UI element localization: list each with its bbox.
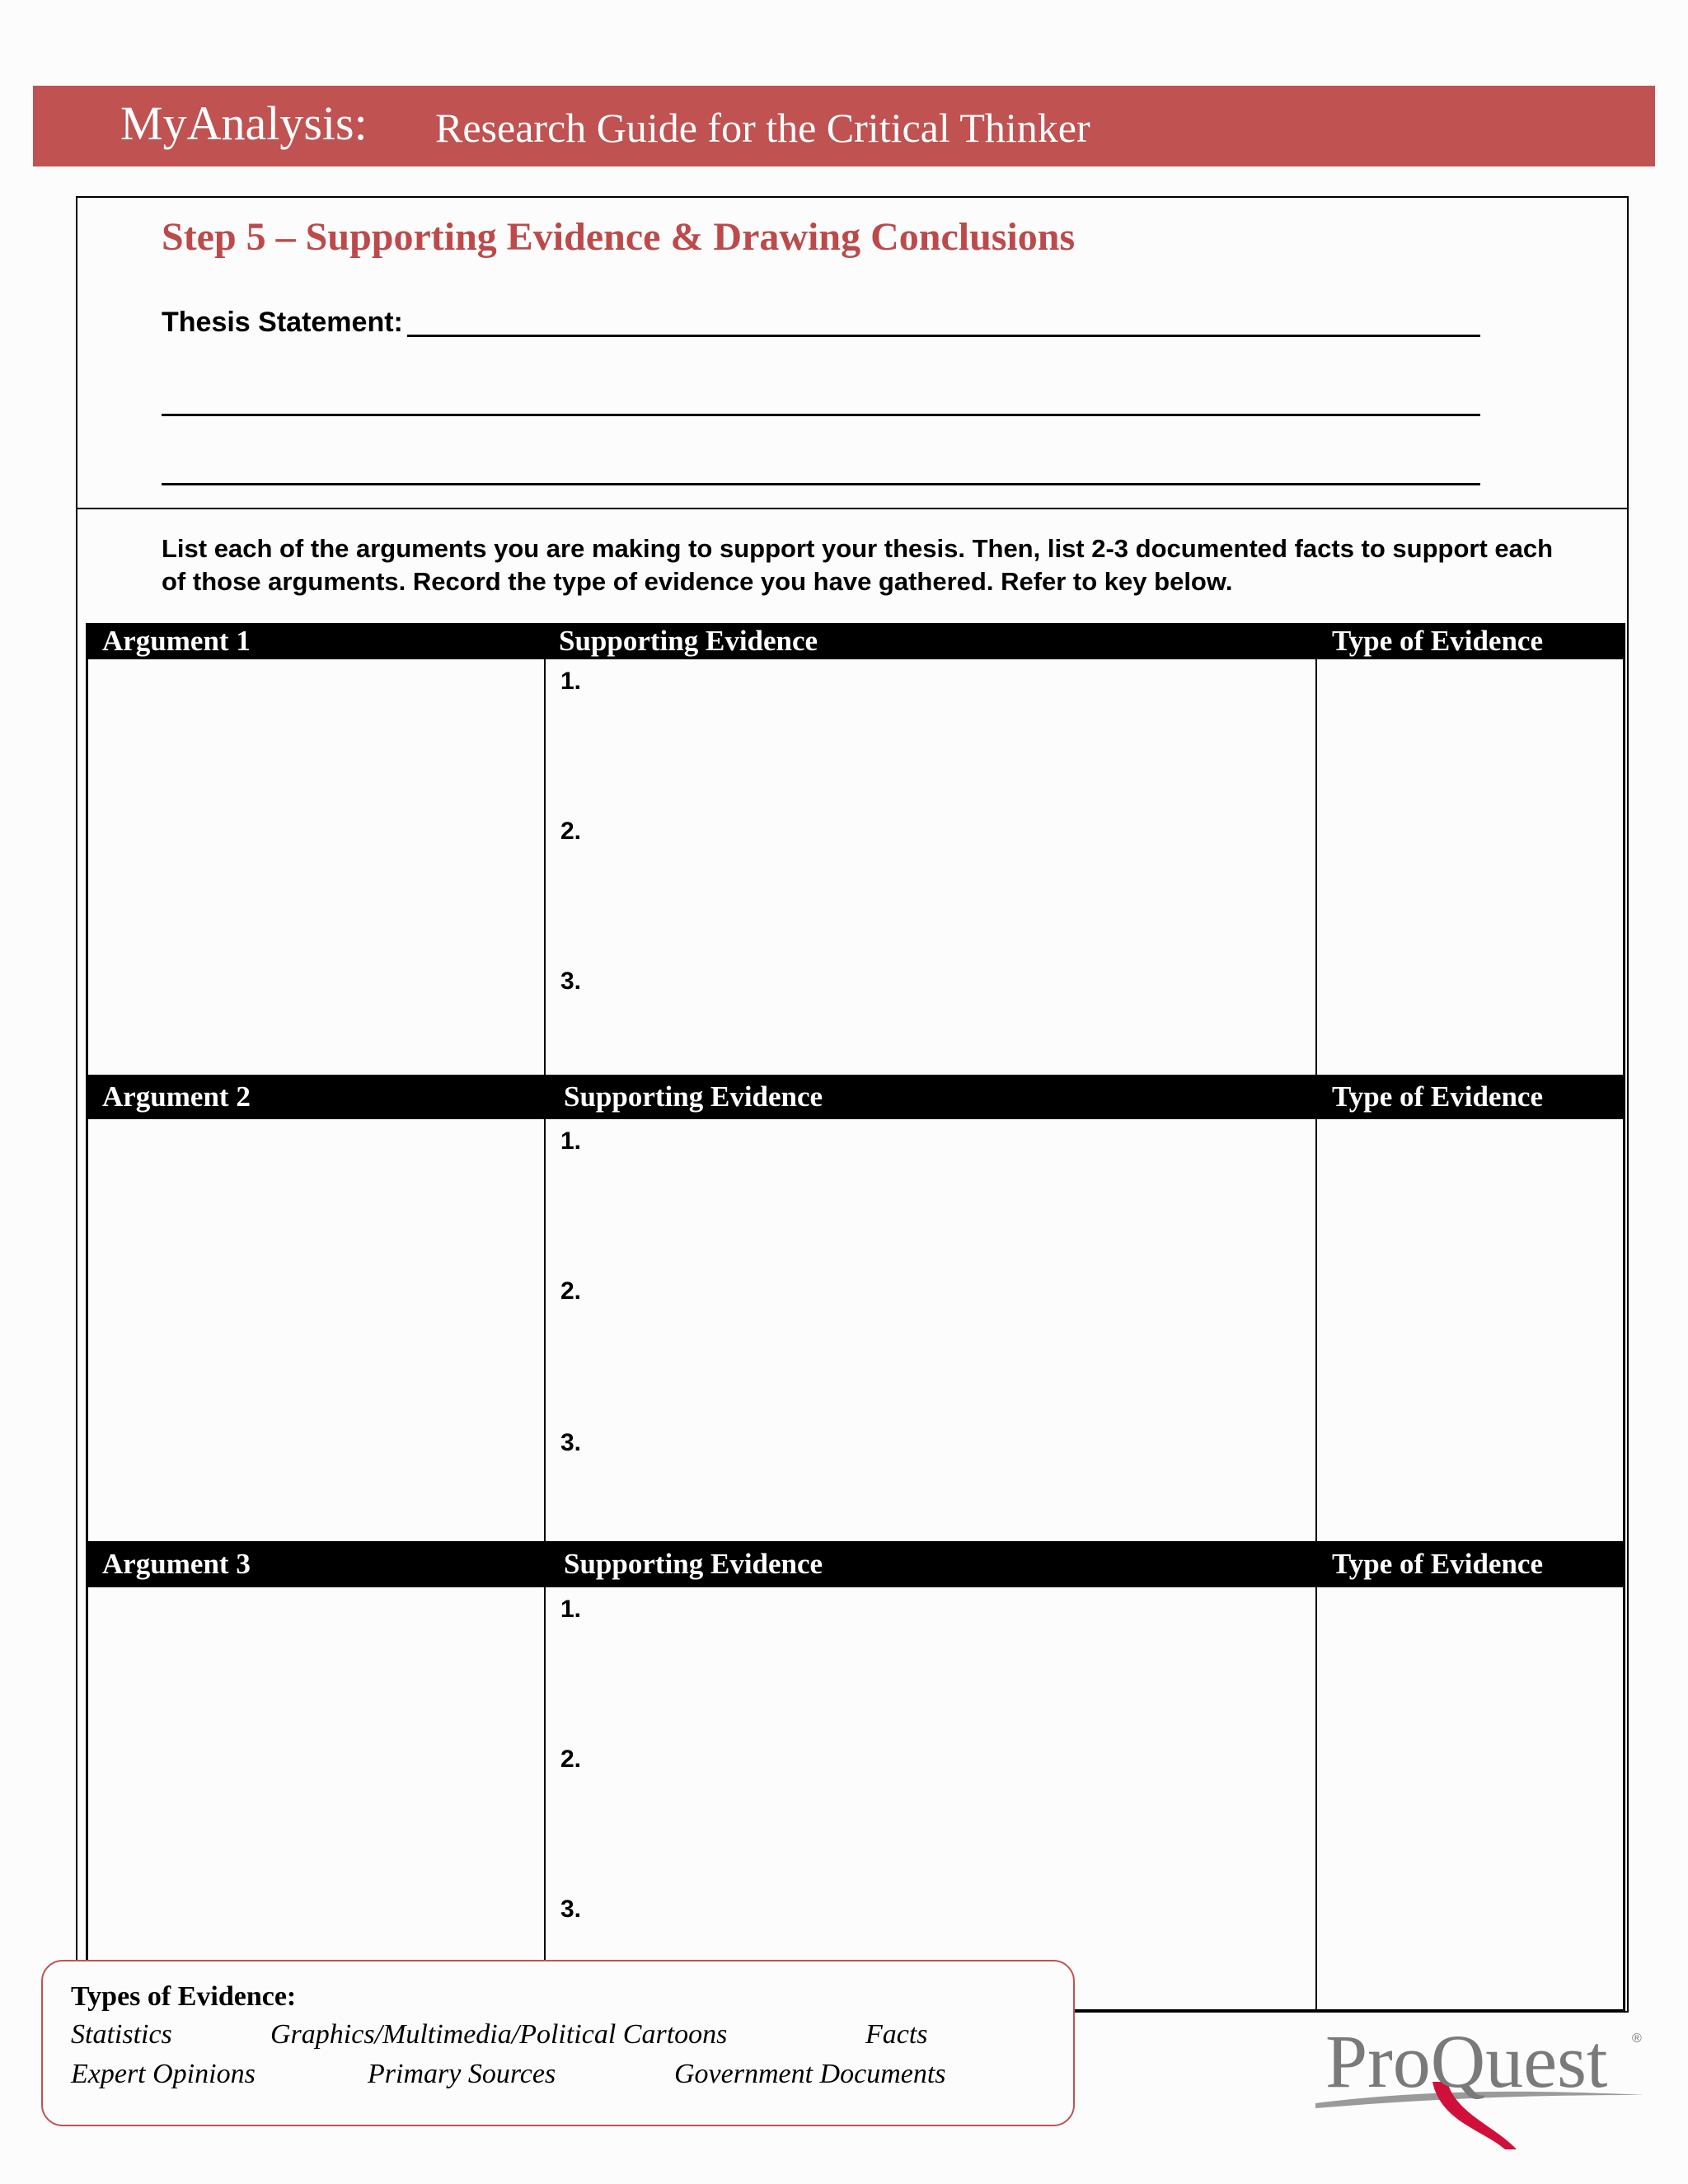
evidence-item-number: 2.: [560, 1277, 582, 1305]
argument-3-header: [86, 1541, 1625, 1587]
type-of-evidence-label: Type of Evidence: [1332, 625, 1544, 657]
section-divider: [76, 508, 1629, 509]
step-title: Step 5 – Supporting Evidence & Drawing Conclusions: [162, 215, 1076, 259]
evidence-3-cell[interactable]: [546, 1587, 1315, 2011]
brand-name: MyAnalysis:: [120, 96, 368, 150]
supporting-evidence-label: Supporting Evidence: [564, 1548, 823, 1580]
type-1-cell[interactable]: [1315, 659, 1625, 1075]
key-title: Types of Evidence:: [71, 1981, 297, 2012]
key-item: Facts: [865, 2019, 928, 2050]
argument-2-cell[interactable]: [86, 1119, 546, 1541]
thesis-label: Thesis Statement:: [162, 307, 403, 338]
evidence-item-number: 2.: [560, 1746, 582, 1773]
evidence-2-cell[interactable]: [546, 1119, 1315, 1541]
key-item: Graphics/Multimedia/Political Cartoons: [270, 2019, 728, 2050]
argument-label: Argument 1: [102, 625, 251, 657]
argument-1-cell[interactable]: [86, 659, 546, 1075]
key-item: Expert Opinions: [71, 2059, 256, 2089]
argument-1-header: [86, 623, 1625, 659]
evidence-1-cell[interactable]: [546, 659, 1315, 1075]
thesis-line-1[interactable]: [407, 335, 1480, 337]
header-banner: [33, 86, 1655, 166]
thesis-line-2[interactable]: [162, 414, 1480, 416]
evidence-item-number: 2.: [560, 818, 582, 845]
evidence-item-number: 3.: [560, 1429, 582, 1456]
thesis-line-3[interactable]: [162, 483, 1480, 485]
argument-3-cell[interactable]: [86, 1587, 546, 2011]
evidence-key-box: [41, 1960, 1075, 2126]
type-3-cell[interactable]: [1315, 1587, 1625, 2011]
key-item: Primary Sources: [368, 2059, 556, 2089]
logo-wordmark: ProQuest: [1325, 2019, 1608, 2103]
type-2-cell[interactable]: [1315, 1119, 1625, 1541]
evidence-item-number: 1.: [560, 1127, 582, 1155]
argument-label: Argument 2: [102, 1080, 251, 1113]
supporting-evidence-label: Supporting Evidence: [564, 1080, 823, 1113]
supporting-evidence-label: Supporting Evidence: [559, 625, 818, 657]
argument-2-header: [86, 1075, 1625, 1119]
argument-label: Argument 3: [102, 1548, 251, 1580]
proquest-logo: [1309, 2006, 1647, 2151]
type-of-evidence-label: Type of Evidence: [1332, 1080, 1544, 1113]
key-item: Statistics: [71, 2019, 172, 2050]
instructions-text: List each of the arguments you are making to support your thesis. Then, list 2-3 documented facts to support each of those arguments. Record the type of evidence you have gathered. Refer to key below.: [162, 534, 1554, 596]
evidence-item-number: 1.: [560, 1596, 582, 1623]
key-item: Government Documents: [674, 2059, 946, 2089]
type-of-evidence-label: Type of Evidence: [1332, 1548, 1544, 1580]
banner-subtitle: Research Guide for the Critical Thinker: [435, 105, 1090, 151]
evidence-item-number: 3.: [560, 1896, 582, 1923]
evidence-item-number: 3.: [560, 968, 582, 995]
evidence-item-number: 1.: [560, 668, 582, 695]
logo-registered-mark: ®: [1632, 2032, 1642, 2046]
